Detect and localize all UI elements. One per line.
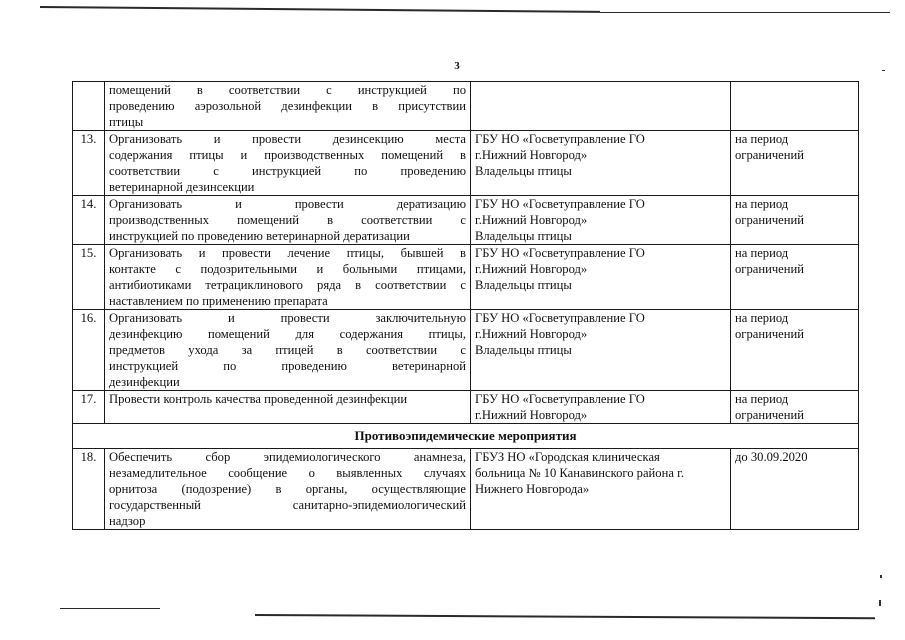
scan-speck xyxy=(882,70,885,71)
responsible-cell-line: ГБУ НО «Госветуправление ГО xyxy=(475,246,645,260)
responsible-cell xyxy=(471,131,731,196)
action-cell xyxy=(105,310,471,391)
action-cell-line: предметов ухода за птицей в соответствии с xyxy=(109,343,466,357)
action-cell-line: инструкцией по проведению ветеринарной xyxy=(109,359,466,373)
row-number xyxy=(73,82,105,131)
row-number: 18. xyxy=(73,449,105,530)
responsible-cell xyxy=(471,245,731,310)
table-row xyxy=(73,310,859,391)
term-cell xyxy=(731,449,859,530)
responsible-cell-line: Владельцы птицы xyxy=(475,343,572,357)
action-cell-line: соответствии с инструкцией по проведению xyxy=(109,164,466,178)
responsible-cell-line: ГБУ НО «Госветуправление ГО xyxy=(475,392,645,406)
scan-border-bottom xyxy=(255,614,875,619)
term-cell-line: ограничений xyxy=(735,327,804,341)
responsible-cell xyxy=(471,449,731,530)
action-cell-line: ветеринарной дезинсекции xyxy=(109,180,255,194)
action-cell-line: дезинфекции xyxy=(109,375,180,389)
action-cell-line: незамедлительное сообщение о выявленных случаях xyxy=(109,466,466,480)
term-cell xyxy=(731,196,859,245)
responsible-cell-line: ГБУ НО «Госветуправление ГО xyxy=(475,132,645,146)
action-cell-line: государственный санитарно-эпидемиологический xyxy=(109,498,466,512)
page-number: 3 xyxy=(454,60,460,72)
responsible-cell-line: Владельцы птицы xyxy=(475,229,572,243)
table-row xyxy=(73,131,859,196)
term-cell-line: ограничений xyxy=(735,262,804,276)
term-cell-line: на период xyxy=(735,311,789,325)
term-cell xyxy=(731,245,859,310)
responsible-cell-line: г.Нижний Новгород» xyxy=(475,327,588,341)
action-cell-line: Организовать и провести заключительную xyxy=(109,311,466,325)
action-cell-line: антибиотиками тетрациклинового ряда в соответствии с xyxy=(109,278,466,292)
measures-table xyxy=(72,81,859,530)
action-cell-line: наставлением по применению препарата xyxy=(109,294,328,308)
scan-speck xyxy=(880,575,882,578)
action-cell-line: Организовать и провести лечение птицы, бывшей в xyxy=(109,246,466,260)
row-number: 13. xyxy=(73,131,105,196)
action-cell xyxy=(105,196,471,245)
responsible-cell-line: ГБУЗ НО «Городская клиническая xyxy=(475,450,660,464)
term-cell-line: ограничений xyxy=(735,213,804,227)
action-cell xyxy=(105,449,471,530)
action-cell-line: надзор xyxy=(109,514,146,528)
action-cell-line: дезинфекцию помещений для содержания птицы, xyxy=(109,327,466,341)
scan-border-top-right xyxy=(600,12,890,13)
row-number: 17. xyxy=(73,391,105,424)
action-cell xyxy=(105,82,471,131)
action-cell xyxy=(105,245,471,310)
term-cell xyxy=(731,310,859,391)
row-number: 15. xyxy=(73,245,105,310)
action-cell-line: Обеспечить сбор эпидемиологического анамнеза, xyxy=(109,450,466,464)
responsible-cell-line: больница № 10 Канавинского района г. xyxy=(475,466,684,480)
action-cell-line: проведению аэрозольной дезинфекции в присутствии xyxy=(109,99,466,113)
responsible-cell xyxy=(471,310,731,391)
responsible-cell-line: Владельцы птицы xyxy=(475,164,572,178)
action-cell xyxy=(105,131,471,196)
term-cell-line: до 30.09.2020 xyxy=(735,450,808,464)
action-cell-line: птицы xyxy=(109,115,144,129)
term-cell-line: ограничений xyxy=(735,408,804,422)
term-cell xyxy=(731,131,859,196)
row-number: 14. xyxy=(73,196,105,245)
action-cell-line: Организовать и провести дезинсекцию места xyxy=(109,132,466,146)
table-row xyxy=(73,82,859,131)
term-cell-line: ограничений xyxy=(735,148,804,162)
action-cell-line: помещений в соответствии с инструкцией по xyxy=(109,83,466,97)
table-row xyxy=(73,449,859,530)
responsible-cell xyxy=(471,196,731,245)
responsible-cell xyxy=(471,82,731,131)
responsible-cell-line: г.Нижний Новгород» xyxy=(475,408,588,422)
term-cell-line: на период xyxy=(735,246,789,260)
table-row xyxy=(73,245,859,310)
action-cell-line: орнитоза (подозрение) в органы, осуществляющие xyxy=(109,482,466,496)
scan-speck xyxy=(879,600,881,606)
row-number: 16. xyxy=(73,310,105,391)
responsible-cell-line: Владельцы птицы xyxy=(475,278,572,292)
scan-border-bottom-left xyxy=(60,608,160,609)
action-cell-line: Провести контроль качества проведенной дезинфекции xyxy=(109,392,408,406)
responsible-cell xyxy=(471,391,731,424)
scan-border-top xyxy=(40,6,600,13)
term-cell xyxy=(731,391,859,424)
responsible-cell-line: Нижнего Новгорода» xyxy=(475,482,590,496)
section-title: Противоэпидемические мероприятия xyxy=(73,424,859,449)
responsible-cell-line: г.Нижний Новгород» xyxy=(475,213,588,227)
responsible-cell-line: г.Нижний Новгород» xyxy=(475,148,588,162)
term-cell-line: на период xyxy=(735,197,789,211)
term-cell-line: на период xyxy=(735,132,789,146)
term-cell-line: на период xyxy=(735,392,789,406)
responsible-cell-line: ГБУ НО «Госветуправление ГО xyxy=(475,311,645,325)
action-cell xyxy=(105,391,471,424)
term-cell xyxy=(731,82,859,131)
action-cell-line: содержания птицы и производственных помещений в xyxy=(109,148,466,162)
responsible-cell-line: ГБУ НО «Госветуправление ГО xyxy=(475,197,645,211)
section-row xyxy=(73,424,859,449)
action-cell-line: производственных помещений в соответствии с xyxy=(109,213,466,227)
action-cell-line: контакте с подозрительными и больными птицами, xyxy=(109,262,466,276)
action-cell-line: Организовать и провести дератизацию xyxy=(109,197,466,211)
action-cell-line: инструкцией по проведению ветеринарной дератизации xyxy=(109,229,410,243)
table-row xyxy=(73,391,859,424)
responsible-cell-line: г.Нижний Новгород» xyxy=(475,262,588,276)
table-row xyxy=(73,196,859,245)
